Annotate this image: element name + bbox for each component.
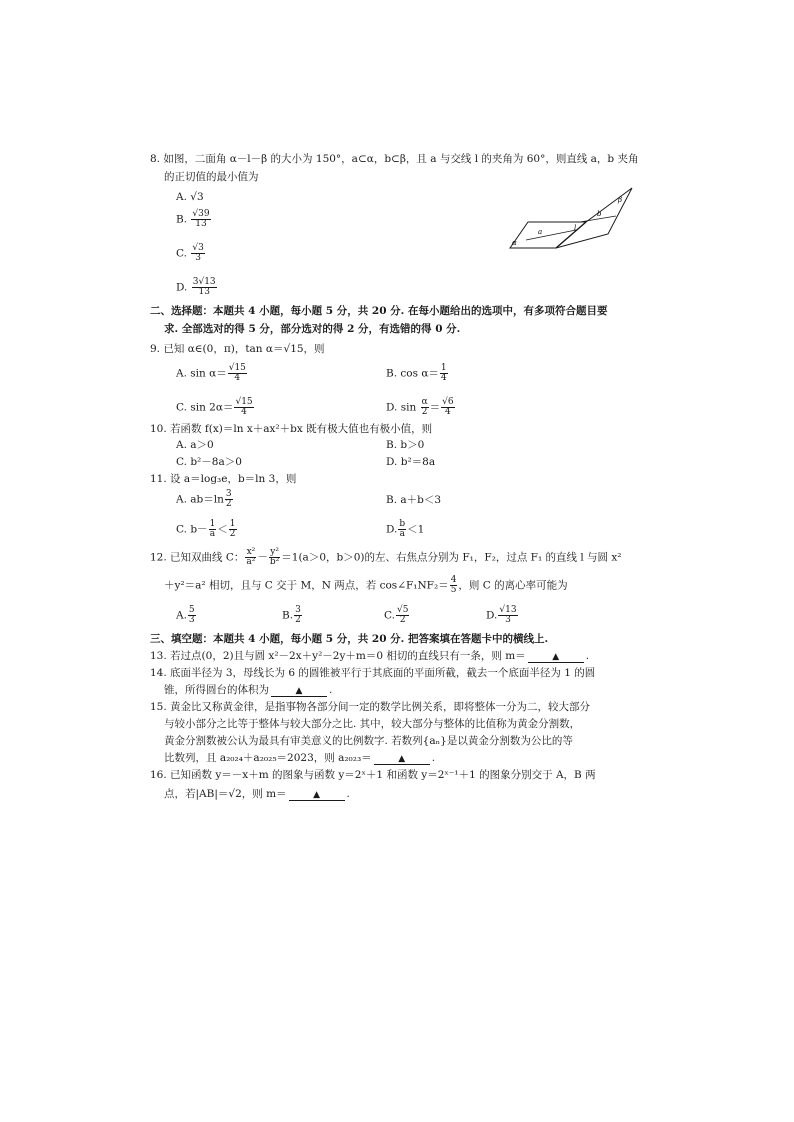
q10-option-c: C. b²－8a＞0	[176, 456, 242, 468]
q12-option-a-label: A.	[176, 609, 187, 622]
q12-y2: y²	[270, 547, 279, 557]
q8-option-c	[176, 244, 206, 263]
q13-end: .	[585, 650, 590, 662]
q14-line1: 14. 底面半径为 3，母线长为 6 的圆锥被平行于其底面的平面所截，截去一个底面半径为 1 的圆	[150, 667, 596, 679]
q9-c-numerator: √15	[235, 397, 253, 407]
q8-c-numerator: √3	[192, 243, 204, 253]
q14-text: 锥，所得圆台的体积为	[164, 684, 269, 696]
q9-option-a-fraction	[228, 364, 247, 383]
q9-option-a-label: A. sin α＝	[176, 367, 227, 380]
q12-b-denominator: 2	[295, 615, 301, 625]
q12-x2: x²	[246, 547, 256, 557]
q12-stem-part3: ＋y²＝a² 相切，且与 C 交于 M，N 两点，若 cos∠F₁NF₂＝	[164, 579, 449, 592]
q12-c-numerator: √5	[397, 605, 409, 615]
q12-option-d-fraction	[498, 606, 517, 625]
q14-answer-blank[interactable]: ▲	[271, 686, 327, 697]
q8-option-d-fraction	[192, 278, 217, 297]
q9-d-numerator2: √6	[442, 397, 454, 407]
q8-stem-line2: 的正切值的最小值为	[164, 171, 259, 183]
q16-line1: 16. 已知函数 y＝－x＋m 的图象与函数 y＝2ˣ＋1 和函数 y＝2ˣ⁻¹＋1 的图象分别交于 A，B 两	[150, 769, 596, 781]
q12-option-d	[486, 606, 519, 625]
q8-stem-line1: 8. 如图，二面角 α－l－β 的大小为 150°，a⊂α，b⊂β，且 a 与交线 l 的夹角为 60°，则直线 a，b 夹角	[150, 153, 639, 165]
q8-c-denominator: 3	[195, 253, 201, 263]
q11-option-a-fraction	[225, 490, 233, 509]
q9-d-denominator1: 2	[421, 407, 428, 417]
q11-c-denominator1: a	[209, 529, 216, 539]
label-l: l	[574, 224, 577, 232]
q10-option-d: D. b²＝8a	[386, 456, 436, 468]
q9-a-denominator: 4	[234, 373, 241, 383]
q9-option-b	[386, 364, 449, 383]
q12-cos-denominator: 5	[450, 585, 457, 595]
q11-option-c-fraction2	[229, 520, 237, 539]
q12-stem-line1	[150, 548, 622, 567]
q12-cos-fraction	[450, 576, 458, 595]
q8-b-numerator: √39	[192, 209, 210, 219]
q12-y-fraction	[269, 548, 280, 567]
q11-option-c-fraction1	[209, 520, 217, 539]
q11-option-b: B. a＋b＜3	[386, 494, 442, 506]
q9-stem: 9. 已知 α∈(0，π)，tan α＝√15，则	[150, 343, 325, 355]
q12-a-numerator: 5	[188, 605, 195, 615]
q12-d-numerator: √13	[499, 605, 517, 615]
q8-d-denominator: 13	[198, 287, 210, 297]
q12-option-b	[282, 606, 303, 625]
q9-b-denominator: 4	[440, 373, 447, 383]
q11-a-numerator: 3	[225, 489, 232, 499]
q9-option-b-label: B. cos α＝	[386, 367, 439, 380]
q9-d-denominator2: 4	[445, 407, 451, 417]
q11-stem: 11. 设 a＝log₃e，b＝ln 3，则	[150, 473, 297, 485]
q15-text: 比数列，且 a₂₀₂₄＋a₂₀₂₅＝2023，则 a₂₀₂₃＝	[164, 752, 372, 764]
q15-line1: 15. 黄金比又称黄金律，是指事物各部分间一定的数学比例关系，即将整体一分为二，较大部分	[150, 701, 591, 713]
q12-option-b-label: B.	[282, 609, 294, 622]
q8-option-b-label: B.	[176, 213, 188, 226]
q11-option-d-fraction	[398, 520, 406, 539]
q12-option-c-label: C.	[384, 609, 395, 622]
q10-option-a: A. a＞0	[176, 439, 214, 451]
q9-d-numerator1: α	[421, 397, 428, 407]
q15-answer-blank[interactable]: ▲	[374, 754, 430, 765]
q8-option-c-fraction	[191, 244, 204, 263]
q9-option-d-equals: ＝	[429, 401, 441, 414]
q12-option-a-fraction	[188, 606, 196, 625]
q12-stem-part4: ，则 C 的离心率可能为	[458, 579, 568, 592]
q8-option-b	[176, 210, 212, 229]
q9-option-d	[386, 398, 456, 417]
q11-option-c	[176, 520, 238, 539]
q9-option-b-fraction	[440, 364, 448, 383]
q8-option-b-fraction	[191, 210, 210, 229]
q11-option-d	[386, 520, 424, 539]
q15-end: .	[431, 752, 436, 764]
q11-a-denominator: 2	[225, 499, 232, 509]
q13-line	[150, 649, 589, 663]
q9-option-c-fraction	[234, 398, 253, 417]
section2-heading-line2: 求. 全部选对的得 5 分，部分选对的得 2 分，有选错的得 0 分.	[164, 323, 461, 335]
q8-option-a: A. √3	[176, 191, 204, 203]
q9-option-d-fraction1	[421, 398, 429, 417]
q9-option-c-label: C. sin 2α＝	[176, 401, 234, 414]
q9-c-denominator: 4	[241, 407, 247, 417]
q12-stem-part1: 12. 已知双曲线 C：	[150, 551, 245, 564]
q12-stem-line2	[164, 576, 568, 595]
line-a	[526, 230, 576, 240]
q12-a-denominator: 3	[188, 615, 195, 625]
q9-option-d-label: D. sin	[386, 401, 417, 414]
q12-x-fraction	[245, 548, 256, 567]
q12-d-denominator: 3	[505, 615, 511, 625]
q12-b2: b²	[269, 557, 280, 567]
section2-heading-line1: 二、选择题：本题共 4 小题，每小题 5 分，共 20 分. 在每小题给出的选项中，有多项符合题目要	[150, 305, 608, 317]
q14-line2	[164, 683, 332, 697]
q8-option-d-label: D.	[176, 281, 188, 294]
q11-option-d-label: D.	[386, 523, 398, 536]
q9-a-numerator: √15	[228, 363, 246, 373]
q9-b-numerator: 1	[440, 363, 447, 373]
q12-option-c	[384, 606, 410, 625]
q16-text: 点，若|AB|＝√2，则 m＝	[164, 788, 287, 800]
label-b: b	[597, 210, 602, 218]
q9-option-d-fraction2	[441, 398, 454, 417]
q12-option-a	[176, 606, 197, 625]
q11-option-c-label: C. b－	[176, 523, 208, 536]
q12-stem-part2: ＝1(a＞0，b＞0)的左、右焦点分别为 F₁，F₂，过点 F₁ 的直线 l 与圆 x²	[281, 551, 622, 564]
q13-answer-blank[interactable]: ▲	[528, 652, 584, 663]
q15-line4	[164, 751, 435, 765]
q10-stem: 10. 若函数 f(x)＝ln x＋ax²＋bx 既有极大值也有极小值，则	[150, 423, 433, 435]
section3-heading: 三、填空题：本题共 4 小题，每小题 5 分，共 20 分. 把答案填在答题卡中的横线上.	[150, 633, 549, 645]
q9-option-c	[176, 398, 255, 417]
q16-answer-blank[interactable]: ▲	[289, 790, 345, 801]
q8-d-numerator: 3√13	[192, 277, 216, 287]
label-beta: β	[618, 196, 623, 204]
q9-option-a	[176, 364, 248, 383]
q12-cos-numerator: 4	[450, 575, 457, 585]
q12-minus: －	[257, 551, 268, 564]
q12-option-d-label: D.	[486, 609, 498, 622]
q11-option-c-less: ＜	[217, 523, 228, 536]
q11-d-numerator: b	[399, 519, 406, 529]
q11-c-numerator2: 1	[229, 519, 236, 529]
q16-line2	[164, 787, 350, 801]
q11-c-numerator1: 1	[209, 519, 216, 529]
q12-option-c-fraction	[396, 606, 409, 625]
q11-d-denominator: a	[399, 529, 405, 539]
q12-option-b-fraction	[294, 606, 302, 625]
q12-b-numerator: 3	[295, 605, 301, 615]
q16-end: .	[346, 788, 350, 800]
dihedral-angle-figure	[508, 186, 634, 252]
q11-option-a-label: A. ab＝ln	[176, 493, 224, 506]
q8-option-d	[176, 278, 218, 297]
q13-text: 13. 若过点(0，2)且与圆 x²－2x＋y²－2y＋m＝0 相切的直线只有一条，则 m＝	[150, 650, 526, 662]
q11-option-d-less: ＜1	[407, 523, 425, 536]
q8-b-denominator: 13	[195, 219, 207, 229]
q12-c-denominator: 2	[399, 615, 406, 625]
label-alpha: α	[512, 239, 517, 247]
q15-line3: 黄金分割数被公认为最具有审美意义的比例数字. 若数列{aₙ}是以黄金分割数为公比的等	[164, 735, 573, 747]
q11-option-a	[176, 490, 234, 509]
q15-line2: 与较小部分之比等于整体与较大部分之比. 其中，较大部分与整体的比值称为黄金分割数，	[164, 718, 581, 730]
q11-c-denominator2: 2	[229, 529, 236, 539]
q14-end: .	[329, 684, 333, 696]
q10-option-b: B. b＞0	[386, 439, 425, 451]
label-a: a	[538, 228, 543, 236]
q8-option-c-label: C.	[176, 247, 187, 260]
q12-a2: a²	[246, 557, 256, 567]
